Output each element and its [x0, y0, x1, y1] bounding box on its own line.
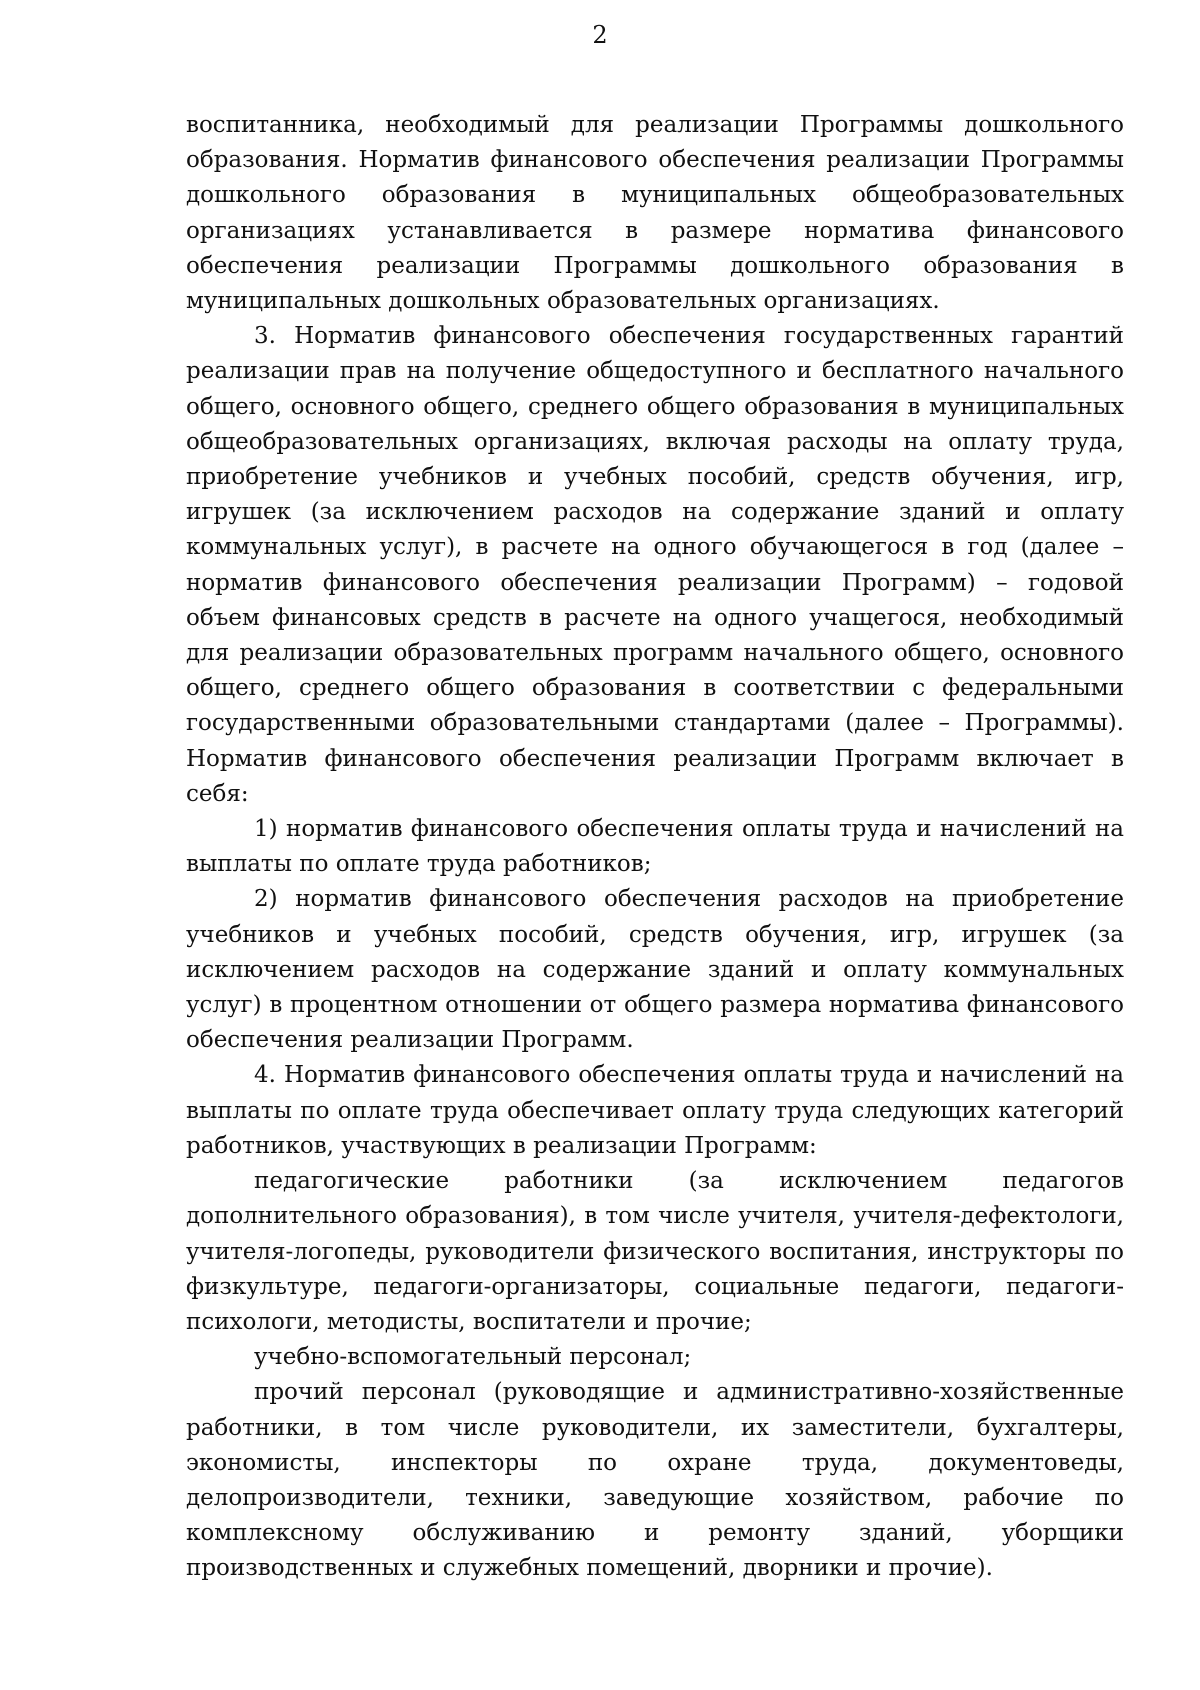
paragraph-item-3: 3. Норматив финансового обеспечения государственных гарантий реализации прав на получение общедоступного и бесплатного начального общего, основного общего, среднего общего образования в муниципальных общеобразовательных организациях, включая расходы на оплату труда, приобретение учебников и учебных пособий, средств обучения, игр, игрушек (за исключением расходов на содержание зданий и оплату коммунальных услуг), в расчете на одного обучающегося в год (далее – норматив финансового обеспечения реализации Программ) – годовой объем финансовых средств в расчете на одного учащегося, необходимый для реализации образовательных программ начального общего, основного общего, среднего общего образования в соответствии с федеральными государственными образовательными стандартами (далее – Программы). Норматив финансового обеспечения реализации Программ включает в себя:	[186, 323, 1124, 807]
paragraph-subitem-1: 1) норматив финансового обеспечения оплаты труда и начислений на выплаты по оплате труда работников;	[186, 816, 1124, 878]
paragraph-item-4: 4. Норматив финансового обеспечения оплаты труда и начислений на выплаты по оплате труда обеспечивает оплату труда следующих категорий работников, участвующих в реализации Программ:	[186, 1062, 1124, 1159]
paragraph-pedagogical-staff: педагогические работники (за исключением педагогов дополнительного образования), в том числе учителя, учителя-дефектологи, учителя-логопеды, руководители физического воспитания, инструкторы по физкультуре, педагоги-организаторы, социальные педагоги, педагоги-психологи, методисты, воспитатели и прочие;	[186, 1168, 1124, 1335]
document-body	[186, 108, 1124, 1587]
paragraph-subitem-2: 2) норматив финансового обеспечения расходов на приобретение учебников и учебных пособий, средств обучения, игр, игрушек (за исключением расходов на содержание зданий и оплату коммунальных услуг) в процентном отношении от общего размера норматива финансового обеспечения реализации Программ.	[186, 886, 1124, 1054]
paragraph-support-staff: учебно-вспомогательный персонал;	[254, 1344, 692, 1371]
paragraph-continuation: воспитанника, необходимый для реализации Программы дошкольного образования. Норматив финансового обеспечения реализации Программы дошкольного образования в муниципальных общеобразовательных организациях устанавливается в размере норматива финансового обеспечения реализации Программы дошкольного образования в муниципальных дошкольных образовательных организациях.	[186, 112, 1124, 315]
paragraph-other-staff: прочий персонал (руководящие и административно-хозяйственные работники, в том числе руководители, их заместители, бухгалтеры, экономисты, инспекторы по охране труда, документоведы, делопроизводители, техники, заведующие хозяйством, рабочие по комплексному обслуживанию и ремонту зданий, уборщики производственных и служебных помещений, дворники и прочие).	[186, 1379, 1124, 1582]
page-number: 2	[592, 21, 608, 49]
